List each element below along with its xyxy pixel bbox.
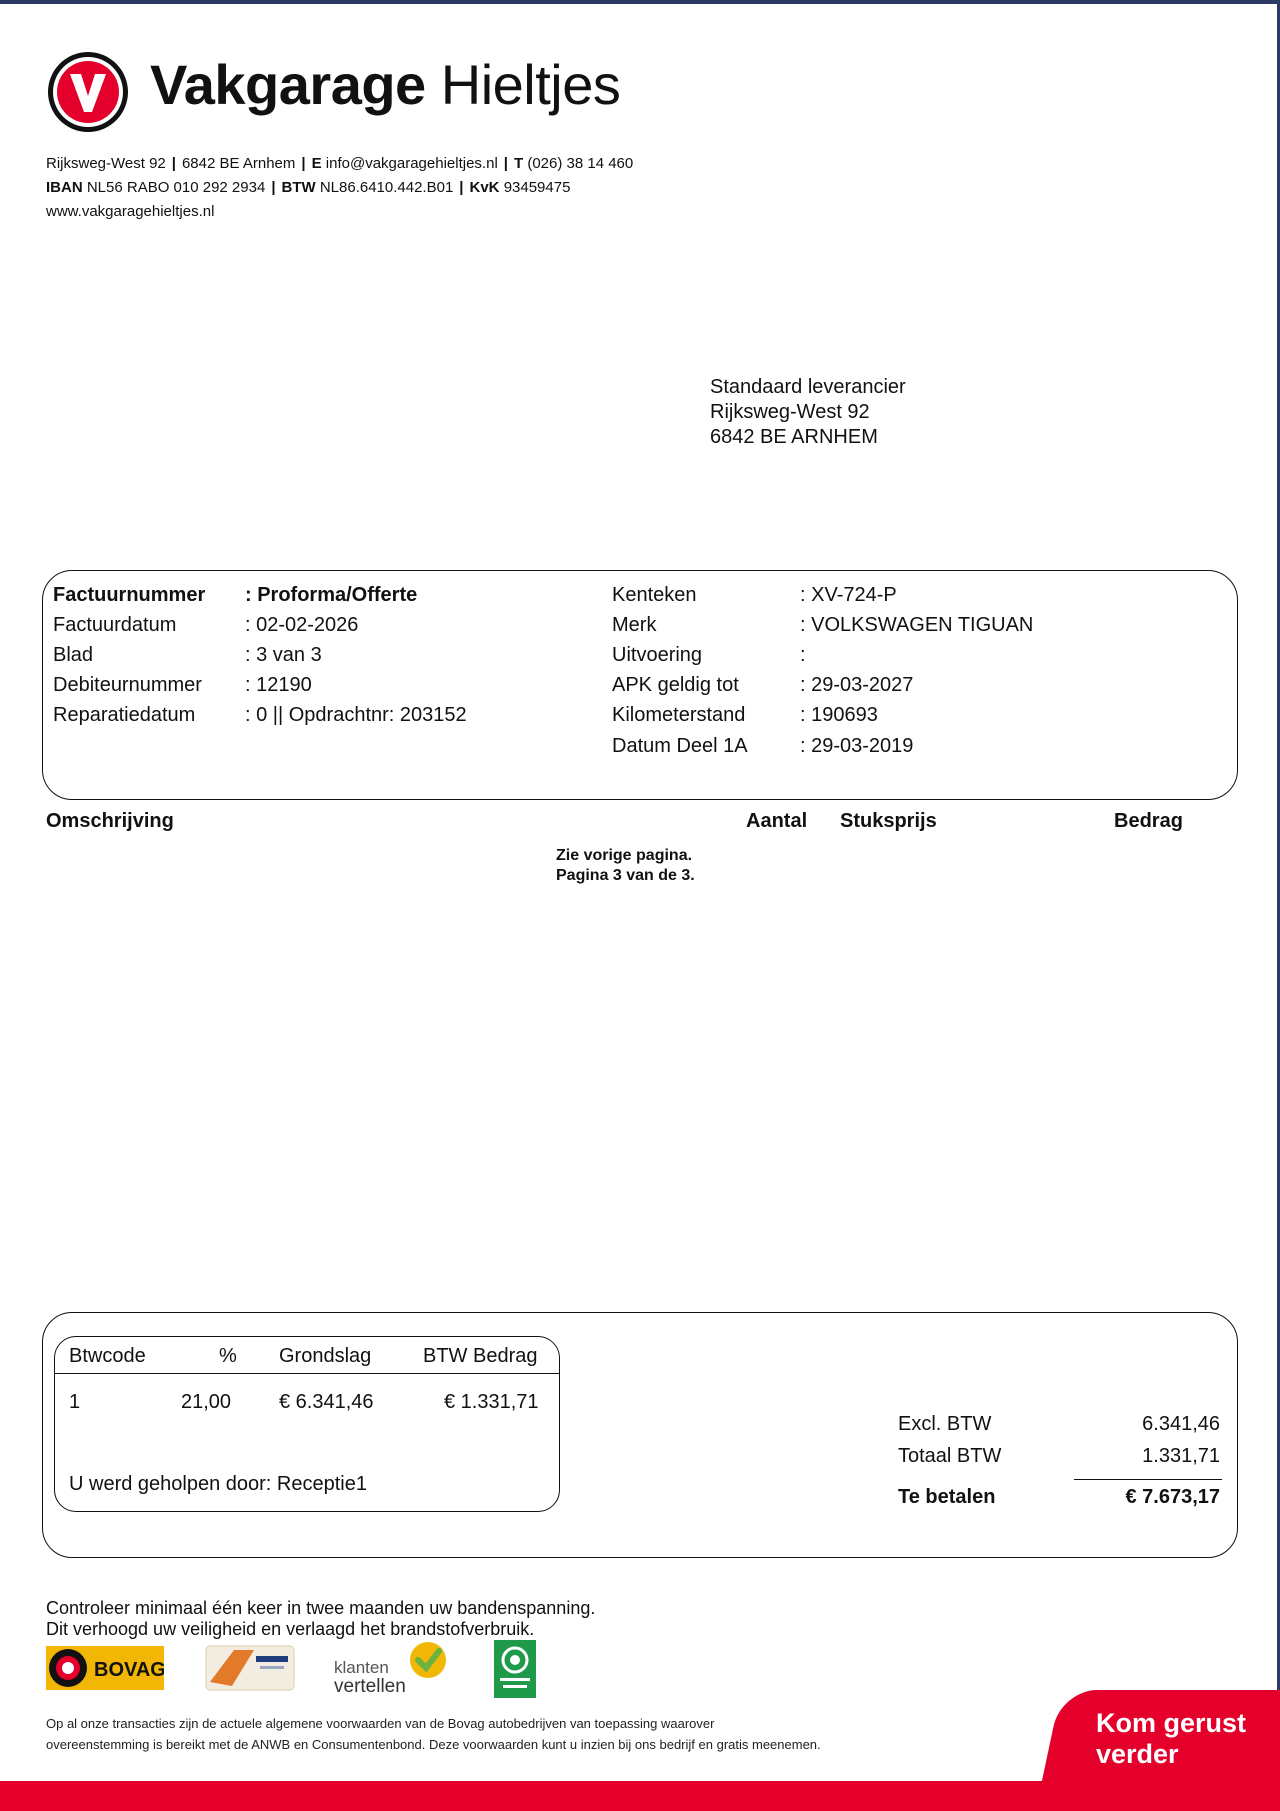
recipient-postal-city: 6842 BE ARNHEM xyxy=(710,426,878,448)
bovag-text: BOVAG xyxy=(94,1659,164,1681)
apk-valid-value: : 29-03-2027 xyxy=(800,674,914,696)
vat-row-amount: € 1.331,71 xyxy=(444,1391,539,1413)
footer-red-bar xyxy=(0,1781,1280,1811)
amount-due-label: Te betalen xyxy=(898,1486,996,1508)
company-phone: (026) 38 14 460 xyxy=(527,155,634,172)
helped-by-text: U werd geholpen door: Receptie1 xyxy=(69,1473,367,1495)
invoice-number-label: Factuurnummer xyxy=(53,584,206,606)
debtor-number-label: Debiteurnummer xyxy=(53,674,202,696)
mileage-value: : 190693 xyxy=(800,704,878,726)
company-postal-city: 6842 BE Arnhem xyxy=(181,155,296,172)
vat-header-amount: BTW Bedrag xyxy=(423,1345,538,1367)
make-label: Merk xyxy=(612,614,657,636)
excl-vat-value: 6.341,46 xyxy=(1142,1413,1220,1435)
invoice-date-label: Factuurdatum xyxy=(53,614,177,636)
vat-summary-table xyxy=(54,1336,560,1512)
sheet-label: Blad xyxy=(53,644,94,666)
company-btw: NL86.6410.442.B01 xyxy=(319,179,454,196)
invoice-number-value: : Proforma/Offerte xyxy=(245,584,418,606)
vat-header-percent: % xyxy=(219,1345,237,1367)
license-plate-label: Kenteken xyxy=(612,584,697,606)
checkmark-badge-icon xyxy=(408,1640,448,1680)
legal-line2: overeenstemming is bereikt met de ANWB en Consumentenbond. Deze voorwaarden kunt u inzien bij ons bedrijf en gratis meenemen. xyxy=(46,1737,821,1752)
recipient-name: Standaard leverancier xyxy=(710,376,906,398)
apk-valid-label: APK geldig tot xyxy=(612,674,739,696)
trim-value: : xyxy=(800,644,806,666)
klanten-text: klanten xyxy=(334,1658,389,1677)
column-header-quantity: Aantal xyxy=(746,810,808,832)
vertellen-text: vertellen xyxy=(334,1676,406,1697)
company-website[interactable]: www.vakgaragehieltjes.nl xyxy=(46,203,215,220)
amount-due-value: € 7.673,17 xyxy=(1125,1486,1220,1508)
total-vat-label: Totaal BTW xyxy=(898,1445,1002,1467)
brand-name xyxy=(150,52,620,117)
vat-header-base: Grondslag xyxy=(279,1345,372,1367)
recipient-address xyxy=(710,375,906,450)
vat-row-base: € 6.341,46 xyxy=(279,1391,374,1413)
leaf-certificate-icon xyxy=(494,1640,536,1698)
brand-name-regular: Hieltjes xyxy=(440,53,621,116)
excl-vat-label: Excl. BTW xyxy=(898,1413,992,1435)
green-certificate-badge xyxy=(494,1640,536,1698)
company-email[interactable]: info@vakgaragehieltjes.nl xyxy=(325,155,498,172)
vat-row-percent: 21,00 xyxy=(181,1391,232,1413)
column-header-amount: Bedrag xyxy=(1114,810,1183,832)
slogan-line2: verder xyxy=(1096,1739,1179,1769)
bovag-logo-icon xyxy=(46,1646,164,1690)
column-header-unit-price: Stuksprijs xyxy=(840,810,937,832)
company-contact: Rijksweg-West 92 | 6842 BE Arnhem | E info@vakgaragehieltjes.nl | T (026) 38 14 460 IBAN NL56 RABO 010 292 2934 | BTW NL86.6410.442.B01 | KvK 93459475 www.vakgaragehieltjes.nl xyxy=(46,155,634,220)
trim-label: Uitvoering xyxy=(612,644,703,666)
repair-date-value: : 0 || Opdrachtnr: 203152 xyxy=(245,704,467,726)
debtor-number-value: : 12190 xyxy=(245,674,312,696)
email-label: E xyxy=(311,155,322,172)
legal-line1: Op al onze transacties zijn de actuele algemene voorwaarden van de Bovag autobedrijven van toepassing waarover xyxy=(46,1716,715,1731)
phone-label: T xyxy=(513,155,524,172)
mileage-label: Kilometerstand xyxy=(612,704,746,726)
legal-terms xyxy=(46,1713,821,1755)
tire-pressure-advice xyxy=(46,1598,595,1640)
sheet-value: : 3 van 3 xyxy=(245,644,322,666)
klanten-vertellen-badge xyxy=(334,1640,446,1698)
brand-name-bold: Vakgarage xyxy=(150,53,426,116)
rdw-badge xyxy=(204,1642,296,1694)
kvk-label: KvK xyxy=(469,179,500,196)
company-iban: NL56 RABO 010 292 2934 xyxy=(86,179,266,196)
vat-header-code: Btwcode xyxy=(69,1345,146,1367)
slogan-line1: Kom gerust xyxy=(1096,1708,1247,1738)
advice-line1: Controleer minimaal één keer in twee maanden uw bandenspanning. xyxy=(46,1598,596,1618)
recipient-street: Rijksweg-West 92 xyxy=(710,401,870,423)
bovag-badge xyxy=(46,1646,164,1690)
vakgarage-logo-icon xyxy=(46,50,130,134)
vat-header-divider xyxy=(55,1373,559,1374)
invoice-date-value: : 02-02-2026 xyxy=(245,614,359,636)
registration-date-label: Datum Deel 1A xyxy=(612,735,748,757)
continuation-note xyxy=(556,846,695,886)
btw-label: BTW xyxy=(281,179,316,196)
continuation-note-line1: Zie vorige pagina. xyxy=(556,847,693,864)
advice-line2: Dit verhoogd uw veiligheid en verlaagd het brandstofverbruik. xyxy=(46,1619,535,1639)
license-plate-value: : XV-724-P xyxy=(800,584,897,606)
total-vat-value: 1.331,71 xyxy=(1142,1445,1220,1467)
continuation-note-line2: Pagina 3 van de 3. xyxy=(556,867,695,884)
vat-row-code: 1 xyxy=(69,1391,81,1413)
company-kvk: 93459475 xyxy=(503,179,571,196)
repair-date-label: Reparatiedatum xyxy=(53,704,196,726)
registration-date-value: : 29-03-2019 xyxy=(800,735,914,757)
totals-divider xyxy=(1074,1479,1222,1480)
rdw-seal-icon xyxy=(204,1642,296,1694)
iban-label: IBAN xyxy=(46,179,83,196)
company-address: Rijksweg-West 92 xyxy=(46,155,166,172)
slogan xyxy=(1096,1708,1246,1770)
column-header-description: Omschrijving xyxy=(46,810,174,832)
make-value: : VOLKSWAGEN TIGUAN xyxy=(800,614,1034,636)
